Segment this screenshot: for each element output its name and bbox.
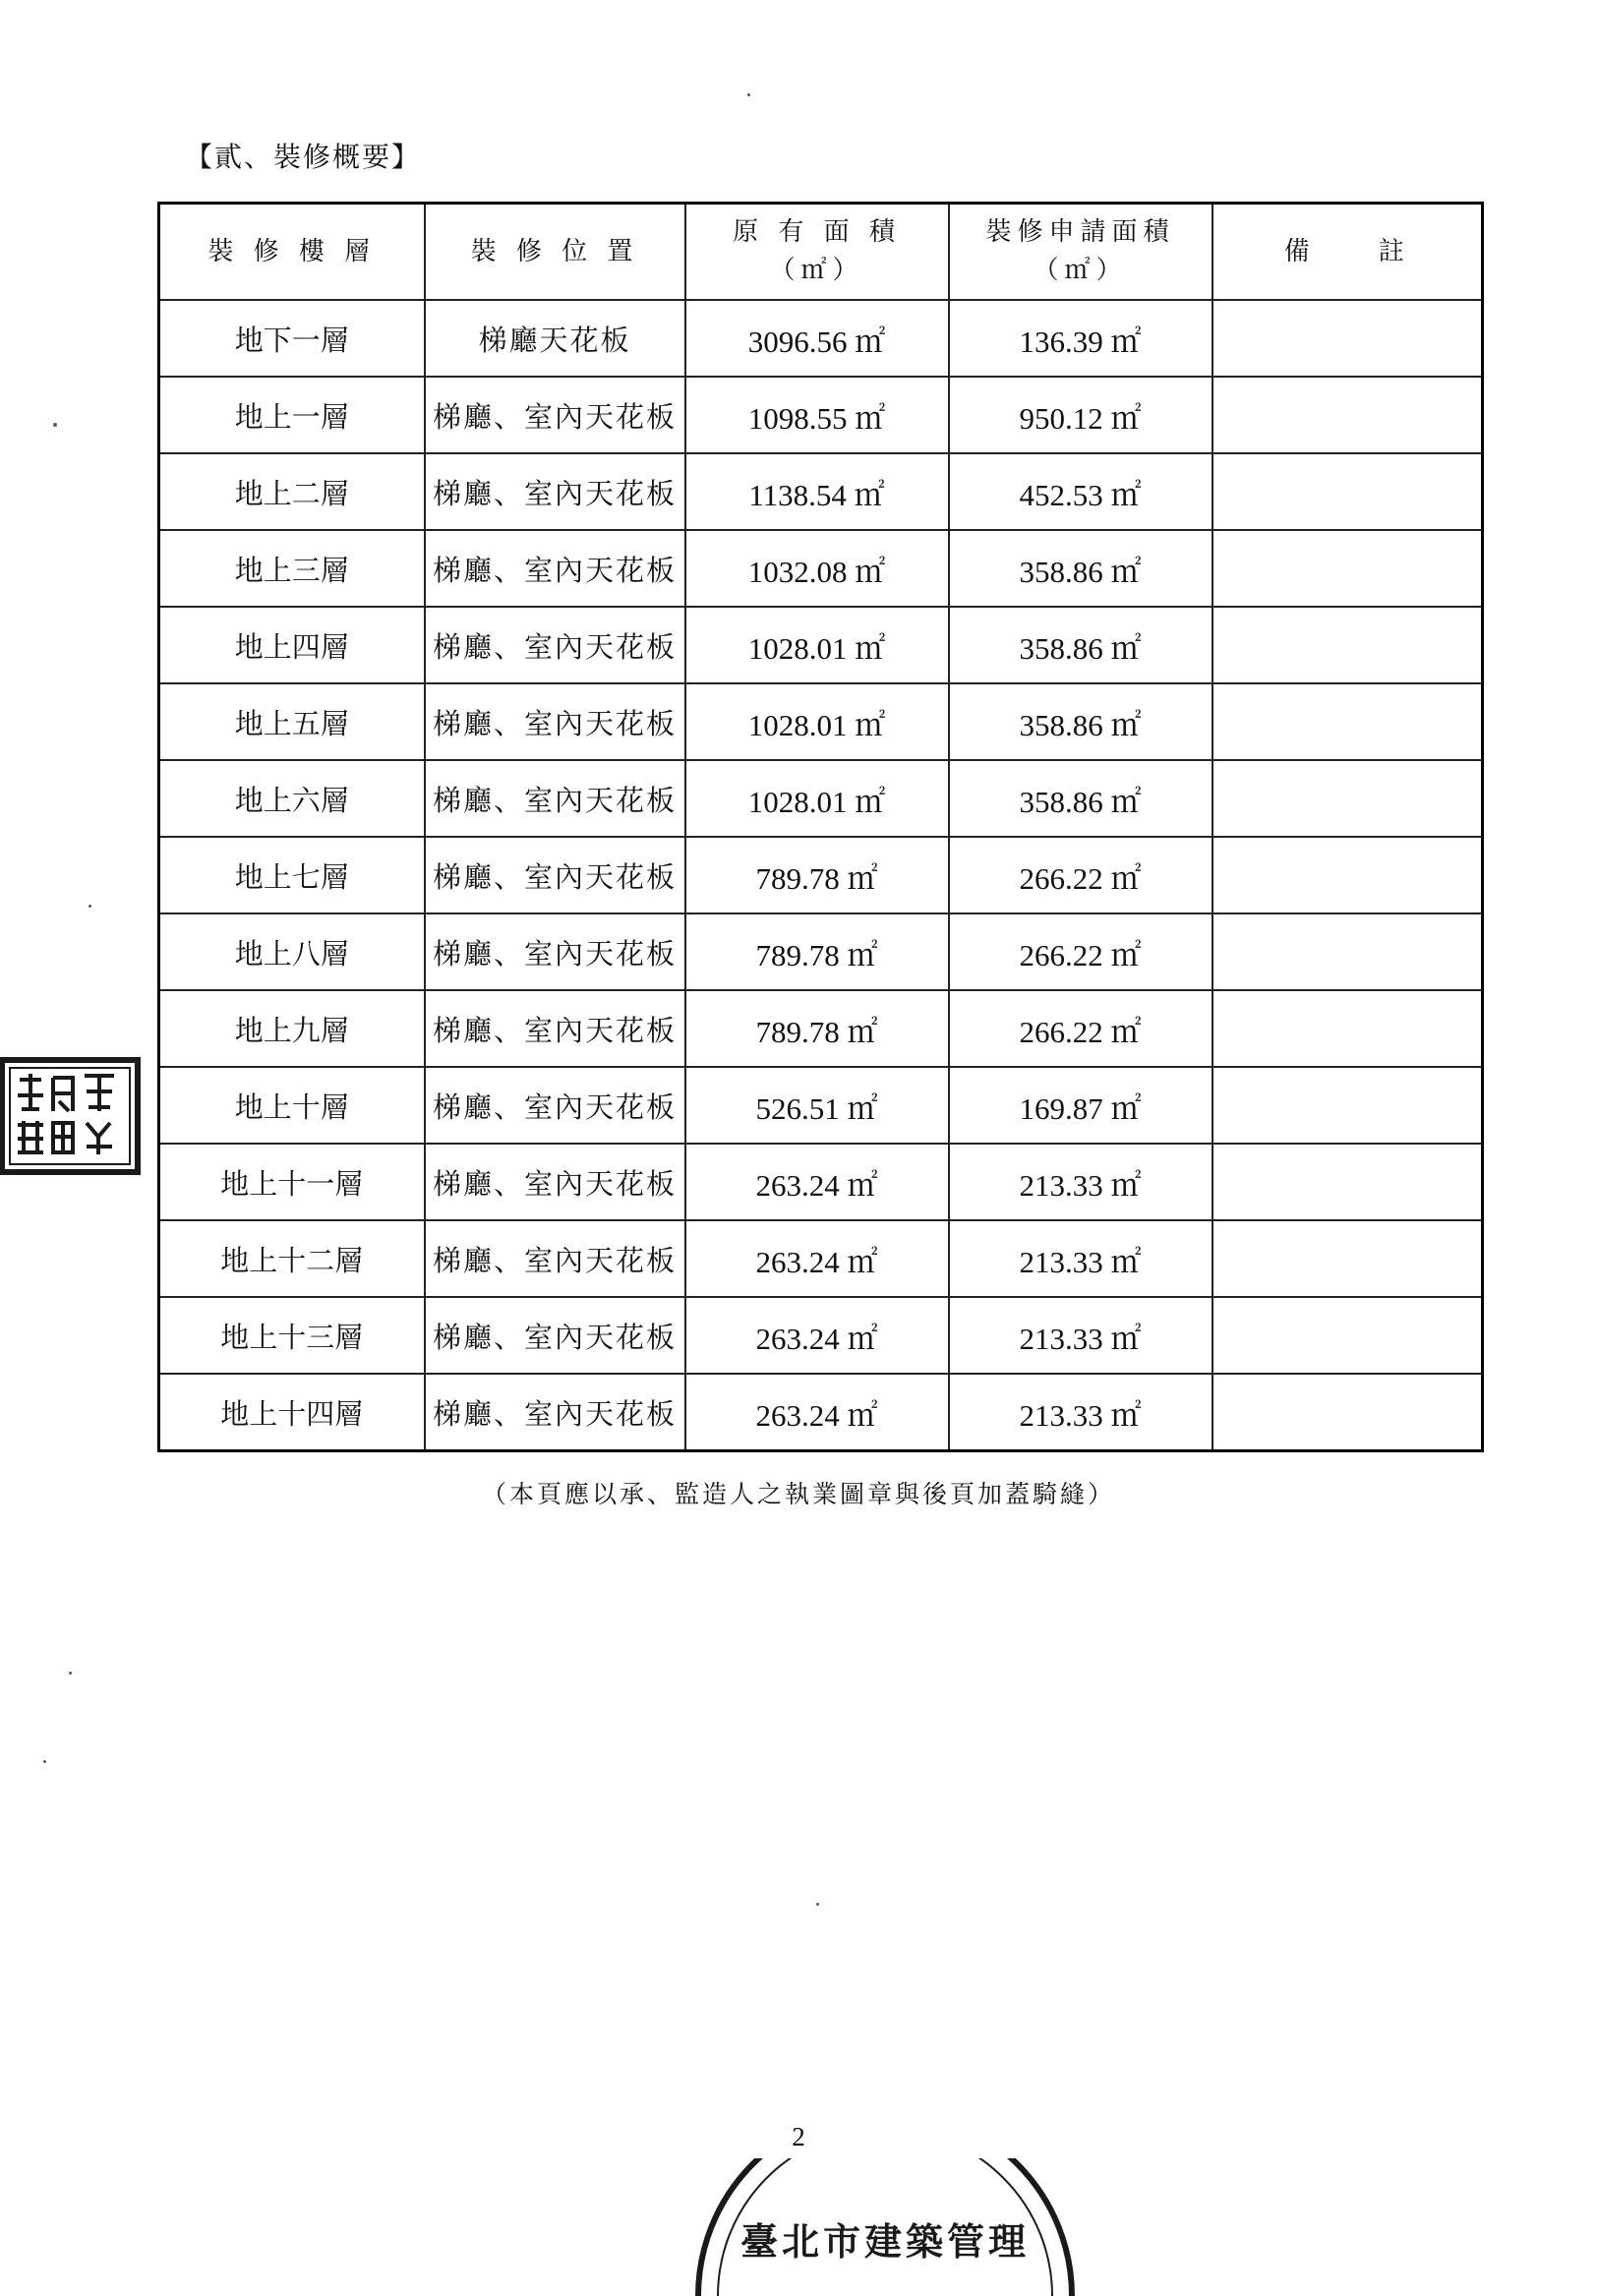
cell-remarks [1213,683,1483,760]
table-row [159,1297,1483,1374]
header-original-area-unit: （㎡） [769,256,864,285]
table-row [159,1144,1483,1220]
table-row [159,453,1483,530]
cell-floor: 地上五層 [159,683,425,760]
cell-floor: 地上三層 [159,530,425,607]
cell-applied-area: 213.33 ㎡ [949,1374,1213,1451]
renovation-summary-table [157,202,1484,1452]
cell-applied-area: 213.33 ㎡ [949,1297,1213,1374]
cell-floor: 地上十一層 [159,1144,425,1220]
cell-original-area: 526.51 ㎡ [685,1067,949,1144]
section-title: 【貳、裝修概要】 [185,141,422,173]
cell-floor: 地上十三層 [159,1297,425,1374]
cell-remarks [1213,1067,1483,1144]
header-applied-area [949,204,1213,301]
cell-applied-area: 213.33 ㎡ [949,1144,1213,1220]
header-applied-area-unit: （㎡） [1033,256,1128,285]
cell-location: 梯廳天花板 [425,300,685,377]
cell-location: 梯廳、室內天花板 [425,837,685,913]
header-location: 裝 修 位 置 [425,204,685,301]
cell-original-area: 1138.54 ㎡ [685,453,949,530]
table-row [159,607,1483,683]
cell-applied-area: 213.33 ㎡ [949,1220,1213,1297]
cell-applied-area: 358.86 ㎡ [949,530,1213,607]
table-row [159,913,1483,990]
table-row [159,1374,1483,1451]
cell-floor: 地下一層 [159,300,425,377]
cell-applied-area: 169.87 ㎡ [949,1067,1213,1144]
cell-location: 梯廳、室內天花板 [425,1374,685,1451]
seal-note: （本頁應以承、監造人之執業圖章與後頁加蓋騎縫） [481,1480,1115,1508]
cell-applied-area: 358.86 ㎡ [949,760,1213,837]
cell-original-area: 1028.01 ㎡ [685,760,949,837]
seal-stamp-icon [0,1052,146,1180]
cell-original-area: 1028.01 ㎡ [685,683,949,760]
cell-location: 梯廳、室內天花板 [425,1220,685,1297]
cell-applied-area: 266.22 ㎡ [949,913,1213,990]
table-row [159,1067,1483,1144]
cell-applied-area: 358.86 ㎡ [949,607,1213,683]
cell-remarks [1213,530,1483,607]
cell-original-area: 1098.55 ㎡ [685,377,949,453]
cell-floor: 地上二層 [159,453,425,530]
header-remarks: 備 註 [1213,204,1483,301]
cell-floor: 地上十四層 [159,1374,425,1451]
cell-location: 梯廳、室內天花板 [425,913,685,990]
cell-original-area: 263.24 ㎡ [685,1297,949,1374]
cell-original-area: 1032.08 ㎡ [685,530,949,607]
cell-remarks [1213,300,1483,377]
table-row [159,1220,1483,1297]
cell-original-area: 263.24 ㎡ [685,1374,949,1451]
table-header-row [159,204,1483,301]
cell-location: 梯廳、室內天花板 [425,453,685,530]
cell-original-area: 263.24 ㎡ [685,1144,949,1220]
cell-applied-area: 452.53 ㎡ [949,453,1213,530]
round-seal-stamp-icon [679,2158,1092,2296]
cell-original-area: 789.78 ㎡ [685,837,949,913]
table-row [159,683,1483,760]
cell-applied-area: 266.22 ㎡ [949,837,1213,913]
cell-remarks [1213,913,1483,990]
table-row [159,530,1483,607]
table-row [159,377,1483,453]
cell-location: 梯廳、室內天花板 [425,683,685,760]
cell-remarks [1213,607,1483,683]
page-number: 2 [792,2122,805,2151]
cell-applied-area: 136.39 ㎡ [949,300,1213,377]
cell-location: 梯廳、室內天花板 [425,1297,685,1374]
header-original-area-label: 原 有 面 積 [733,217,901,247]
cell-original-area: 3096.56 ㎡ [685,300,949,377]
cell-floor: 地上六層 [159,760,425,837]
header-floor: 裝 修 樓 層 [159,204,425,301]
cell-remarks [1213,837,1483,913]
cell-location: 梯廳、室內天花板 [425,990,685,1067]
cell-location: 梯廳、室內天花板 [425,1067,685,1144]
cell-applied-area: 950.12 ㎡ [949,377,1213,453]
cell-location: 梯廳、室內天花板 [425,607,685,683]
cell-remarks [1213,1374,1483,1451]
cell-original-area: 789.78 ㎡ [685,913,949,990]
cell-original-area: 789.78 ㎡ [685,990,949,1067]
cell-location: 梯廳、室內天花板 [425,1144,685,1220]
cell-floor: 地上十二層 [159,1220,425,1297]
cell-original-area: 1028.01 ㎡ [685,607,949,683]
cell-location: 梯廳、室內天花板 [425,377,685,453]
cell-applied-area: 266.22 ㎡ [949,990,1213,1067]
table-row [159,990,1483,1067]
header-original-area [685,204,949,301]
cell-floor: 地上四層 [159,607,425,683]
cell-remarks [1213,990,1483,1067]
cell-remarks [1213,377,1483,453]
cell-location: 梯廳、室內天花板 [425,760,685,837]
cell-remarks [1213,1220,1483,1297]
cell-floor: 地上七層 [159,837,425,913]
bottom-seal-text: 臺北市建築管理 [739,2219,1031,2264]
cell-remarks [1213,453,1483,530]
table-row [159,300,1483,377]
cell-floor: 地上八層 [159,913,425,990]
cell-floor: 地上九層 [159,990,425,1067]
cell-remarks [1213,1297,1483,1374]
cell-remarks [1213,760,1483,837]
cell-floor: 地上一層 [159,377,425,453]
table-body [159,300,1483,1451]
cell-applied-area: 358.86 ㎡ [949,683,1213,760]
cell-location: 梯廳、室內天花板 [425,530,685,607]
table-row [159,837,1483,913]
header-applied-area-label: 裝修申請面積 [985,217,1175,247]
table-row [159,760,1483,837]
cell-remarks [1213,1144,1483,1220]
cell-floor: 地上十層 [159,1067,425,1144]
cell-original-area: 263.24 ㎡ [685,1220,949,1297]
